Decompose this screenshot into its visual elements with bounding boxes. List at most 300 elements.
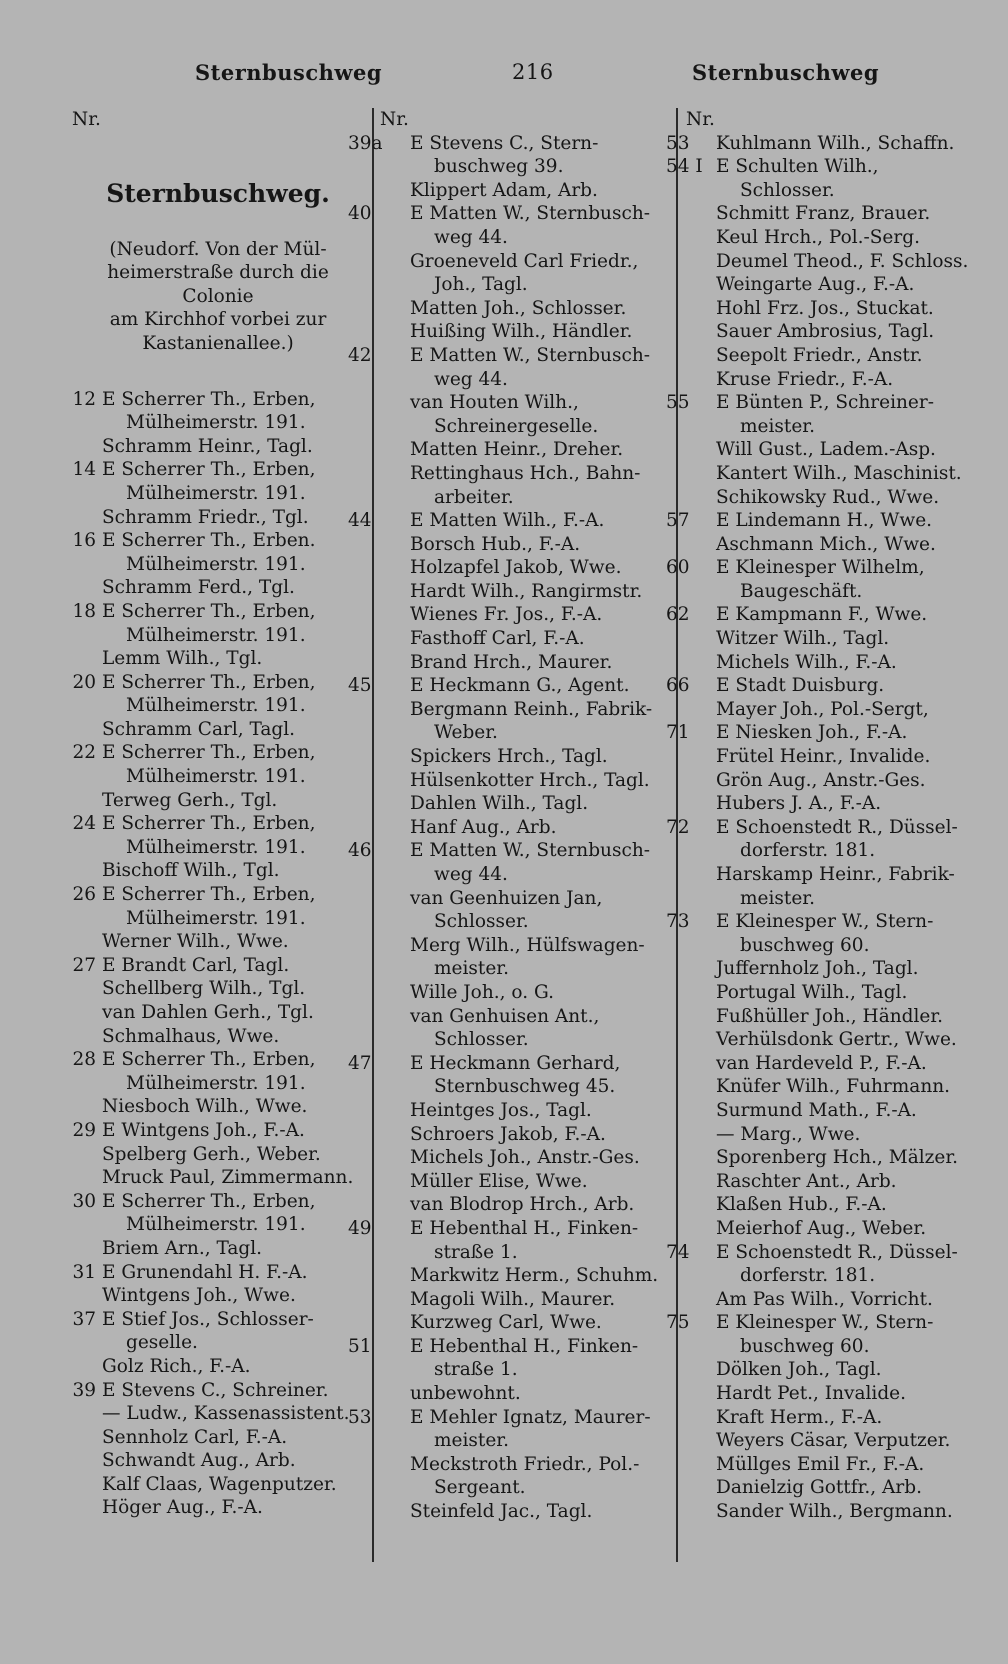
entry-text: Hohl Frz. Jos., Stuckat. <box>716 297 934 319</box>
house-number: 31 <box>72 1261 96 1283</box>
nr-label: Nr. <box>72 109 101 130</box>
list-item <box>72 977 364 1001</box>
entry-text: E Matten W., Sternbusch- <box>410 203 650 225</box>
description-line: (Neudorf. Von der Mül- <box>109 238 327 260</box>
list-item <box>686 368 986 392</box>
entry-text: Sporenberg Hch., Mälzer. <box>716 1147 959 1169</box>
list-item <box>72 624 364 648</box>
entry-text: E Scherrer Th., Erben, <box>102 1049 316 1071</box>
house-number: 40 <box>348 203 372 225</box>
list-item <box>72 435 364 459</box>
entry-text: Mülheimerstr. 191. <box>126 695 306 717</box>
house-number: 12 <box>72 388 96 410</box>
entry-text: Mülheimerstr. 191. <box>126 766 306 788</box>
list-item <box>666 556 986 580</box>
list-item <box>380 887 670 911</box>
entry-text: Harskamp Heinr., Fabrik- <box>716 864 955 885</box>
list-item <box>686 1429 986 1453</box>
list-item <box>686 320 986 344</box>
list-item <box>380 816 670 840</box>
list-item <box>686 1217 986 1241</box>
list-item <box>666 155 986 179</box>
house-number: 72 <box>666 816 690 838</box>
list-item <box>686 887 986 911</box>
entry-text: dorferstr. 181. <box>740 840 876 862</box>
entry-text: meister. <box>740 415 815 437</box>
entry-text: Witzer Wilh., Tagl. <box>716 628 890 650</box>
entry-text: Golz Rich., F.-A. <box>102 1355 251 1377</box>
list-item <box>666 1311 986 1335</box>
house-number: 71 <box>666 722 690 744</box>
list-item <box>686 839 986 863</box>
list-item <box>72 883 364 907</box>
list-item <box>348 1052 670 1076</box>
list-item <box>72 765 364 789</box>
list-item <box>686 1335 986 1359</box>
entry-text: Mülheimerstr. 191. <box>126 907 306 929</box>
entry-text: Fasthoff Carl, F.-A. <box>410 628 585 650</box>
description-line: am Kirchhof vorbei zur <box>109 309 327 331</box>
entry-text: Michels Joh., Anstr.-Ges. <box>410 1147 640 1169</box>
list-item <box>72 1143 364 1167</box>
entry-text: E Heckmann G., Agent. <box>410 675 630 697</box>
house-number: 22 <box>72 742 96 764</box>
house-number: 37 <box>72 1308 96 1330</box>
entry-text: E Scherrer Th., Erben, <box>102 671 316 693</box>
list-item <box>72 907 364 931</box>
list-item <box>686 863 986 887</box>
entry-text: Seepolt Friedr., Anstr. <box>716 344 923 366</box>
list-item <box>666 674 986 698</box>
entry-text: — Ludw., Kassenassistent. <box>102 1403 350 1425</box>
list-item <box>666 1241 986 1265</box>
entry-text: Dölken Joh., Tagl. <box>716 1359 882 1381</box>
entry-text: Mülheimerstr. 191. <box>126 1072 306 1094</box>
list-item <box>686 745 986 769</box>
house-number: 53 <box>348 1406 372 1428</box>
list-item <box>72 1331 364 1355</box>
entry-text: straße 1. <box>434 1359 518 1381</box>
entry-text: Mayer Joh., Pol.-Sergt, <box>716 698 929 720</box>
entry-text: Hardt Pet., Invalide. <box>716 1383 907 1405</box>
entry-text: Verhülsdonk Gertr., Wwe. <box>716 1029 957 1051</box>
house-number: 16 <box>72 530 96 552</box>
list-item <box>666 603 986 627</box>
list-item <box>686 486 986 510</box>
entry-text: Kuhlmann Wilh., Schaffn. <box>716 132 955 154</box>
list-item <box>380 1476 670 1500</box>
entry-text: Will Gust., Ladem.-Asp. <box>716 439 936 461</box>
house-number: 45 <box>348 675 372 697</box>
list-item <box>380 910 670 934</box>
entry-text: Sander Wilh., Bergmann. <box>716 1501 953 1523</box>
list-item <box>72 1496 364 1520</box>
entry-text: Rettinghaus Hch., Bahn- <box>410 462 641 484</box>
list-item <box>380 792 670 816</box>
entry-text: Mülheimerstr. 191. <box>126 412 306 434</box>
list-item <box>348 202 670 226</box>
entry-text: van Geenhuizen Jan, <box>410 887 603 909</box>
entry-text: E Scherrer Th., Erben, <box>102 742 316 764</box>
entry-text: Holzapfel Jakob, Wwe. <box>410 557 622 579</box>
list-item <box>348 839 670 863</box>
house-number: 14 <box>72 459 96 481</box>
entry-list <box>666 132 986 1524</box>
list-item <box>72 647 364 671</box>
list-item <box>686 981 986 1005</box>
entry-text: Schmitt Franz, Brauer. <box>716 203 931 225</box>
list-item <box>380 1358 670 1382</box>
entry-text: E Stadt Duisburg. <box>716 675 885 697</box>
list-item <box>72 1190 364 1214</box>
entry-text: E Hebenthal H., Finken- <box>410 1217 639 1239</box>
entry-text: Kraft Herm., F.-A. <box>716 1406 883 1428</box>
entry-text: van Genhuisen Ant., <box>410 1005 600 1027</box>
list-item <box>666 721 986 745</box>
list-item <box>72 954 364 978</box>
entry-text: E Scherrer Th., Erben, <box>102 884 316 906</box>
list-item <box>380 698 670 722</box>
list-item <box>380 533 670 557</box>
list-item <box>380 391 670 415</box>
entry-text: E Scherrer Th., Erben, <box>102 600 316 622</box>
entry-text: meister. <box>434 958 509 980</box>
house-number: 54 I <box>666 156 703 178</box>
entry-text: Hülsenkotter Hrch., Tagl. <box>410 769 650 791</box>
entry-text: Dahlen Wilh., Tagl. <box>410 793 589 815</box>
list-item <box>686 1028 986 1052</box>
list-item <box>686 1382 986 1406</box>
list-item <box>380 320 670 344</box>
list-item <box>72 1025 364 1049</box>
list-item <box>380 1193 670 1217</box>
entry-text: Schmalhaus, Wwe. <box>102 1025 280 1047</box>
entry-text: Magoli Wilh., Maurer. <box>410 1288 616 1310</box>
entry-text: Danielzig Gottfr., Arb. <box>716 1477 922 1499</box>
house-number: 18 <box>72 600 96 622</box>
entry-text: Schwandt Aug., Arb. <box>102 1450 296 1472</box>
list-item <box>72 1213 364 1237</box>
header-right-title: Sternbuschweg <box>692 60 880 85</box>
entry-text: arbeiter. <box>434 486 514 508</box>
entry-text: Mülheimerstr. 191. <box>126 624 306 646</box>
entry-text: Schlosser. <box>434 1029 529 1051</box>
house-number: 74 <box>666 1241 690 1263</box>
entry-text: Bischoff Wilh., Tgl. <box>102 860 280 882</box>
list-item <box>72 1426 364 1450</box>
list-item <box>686 1264 986 1288</box>
list-item <box>380 556 670 580</box>
list-item <box>686 1005 986 1029</box>
list-item <box>72 694 364 718</box>
entry-text: buschweg 60. <box>740 934 870 956</box>
list-item <box>380 721 670 745</box>
list-item <box>72 930 364 954</box>
nr-label: Nr. <box>686 109 715 130</box>
list-item <box>666 910 986 934</box>
entry-text: E Matten W., Sternbusch- <box>410 344 650 366</box>
list-item <box>666 132 986 156</box>
list-item <box>686 580 986 604</box>
entry-text: Lemm Wilh., Tgl. <box>102 648 263 670</box>
list-item <box>72 576 364 600</box>
list-item <box>380 651 670 675</box>
column-2 <box>348 108 670 1524</box>
entry-text: Steinfeld Jac., Tagl. <box>410 1501 593 1523</box>
street-title: Sternbuschweg. <box>106 178 330 208</box>
entry-text: Juffernholz Joh., Tagl. <box>716 958 919 980</box>
entry-text: weg 44. <box>434 864 508 885</box>
entry-text: Spelberg Gerh., Weber. <box>102 1143 321 1165</box>
list-item <box>348 1335 670 1359</box>
list-item <box>686 1500 986 1524</box>
entry-text: Merg Wilh., Hülfswagen- <box>410 934 645 956</box>
entry-text: Terweg Gerh., Tgl. <box>102 789 278 811</box>
house-number: 39 <box>72 1379 96 1401</box>
list-item <box>380 1453 670 1477</box>
list-item <box>72 482 364 506</box>
list-item <box>380 368 670 392</box>
list-item <box>72 388 364 412</box>
entry-text: E Kleinesper W., Stern- <box>716 1312 934 1334</box>
list-item <box>72 741 364 765</box>
entry-text: Mülheimerstr. 191. <box>126 553 306 575</box>
house-number: 51 <box>348 1335 372 1357</box>
entry-text: Sternbuschweg 45. <box>434 1076 616 1098</box>
entry-text: Schikowsky Rud., Wwe. <box>716 486 940 508</box>
entry-text: Wintgens Joh., Wwe. <box>102 1285 296 1307</box>
entry-text: buschweg 39. <box>434 156 564 178</box>
list-item <box>380 1146 670 1170</box>
entry-text: Portugal Wilh., Tagl. <box>716 981 908 1003</box>
entry-text: Schramm Heinr., Tagl. <box>102 435 313 457</box>
list-item <box>72 1379 364 1403</box>
entry-text: Hanf Aug., Arb. <box>410 816 557 838</box>
entry-text: Knüfer Wilh., Fuhrmann. <box>716 1076 951 1098</box>
list-item <box>72 1261 364 1285</box>
entry-text: Matten Heinr., Dreher. <box>410 439 624 461</box>
list-item <box>686 1170 986 1194</box>
list-item <box>686 344 986 368</box>
entry-text: E Grunendahl H. F.-A. <box>102 1261 308 1283</box>
entry-text: E Hebenthal H., Finken- <box>410 1335 639 1357</box>
list-item <box>686 957 986 981</box>
entry-text: van Hardeveld P., F.-A. <box>716 1052 927 1074</box>
entry-text: Frütel Heinr., Invalide. <box>716 746 931 768</box>
list-item <box>348 344 670 368</box>
list-item <box>348 674 670 698</box>
entry-text: E Matten W., Sternbusch- <box>410 840 650 862</box>
list-item <box>686 1123 986 1147</box>
list-item <box>72 1473 364 1497</box>
entry-text: Schramm Ferd., Tgl. <box>102 577 295 599</box>
list-item <box>686 273 986 297</box>
entry-text: Fußhüller Joh., Händler. <box>716 1005 944 1027</box>
entry-text: E Schoenstedt R., Düssel- <box>716 816 958 838</box>
list-item <box>348 1217 670 1241</box>
list-item <box>380 1264 670 1288</box>
entry-text: E Schoenstedt R., Düssel- <box>716 1241 958 1263</box>
entry-text: Schlosser. <box>740 179 835 201</box>
list-item <box>380 486 670 510</box>
entry-text: E Scherrer Th., Erben, <box>102 813 316 835</box>
entry-text: Wienes Fr. Jos., F.-A. <box>410 604 603 626</box>
entry-text: Grön Aug., Anstr.-Ges. <box>716 769 926 791</box>
entry-text: E Stief Jos., Schlosser- <box>102 1308 314 1330</box>
list-item <box>380 1005 670 1029</box>
house-number: 75 <box>666 1312 690 1334</box>
entry-text: Müllges Emil Fr., F.-A. <box>716 1453 925 1475</box>
house-number: 60 <box>666 557 690 579</box>
list-item <box>380 863 670 887</box>
entry-text: Spickers Hrch., Tagl. <box>410 746 608 768</box>
list-item <box>72 506 364 530</box>
entry-text: Briem Arn., Tagl. <box>102 1237 263 1259</box>
entry-text: Keul Hrch., Pol.-Serg. <box>716 226 920 248</box>
list-item <box>380 981 670 1005</box>
entry-text: E Scherrer Th., Erben, <box>102 459 316 481</box>
house-number: 30 <box>72 1190 96 1212</box>
entry-text: Müller Elise, Wwe. <box>410 1170 588 1192</box>
entry-text: Weber. <box>434 722 498 744</box>
entry-text: Schramm Carl, Tagl. <box>102 718 296 740</box>
list-item <box>380 462 670 486</box>
entry-text: E Heckmann Gerhard, <box>410 1052 621 1074</box>
street-description <box>72 238 364 356</box>
entry-text: Schramm Friedr., Tgl. <box>102 506 309 528</box>
list-item <box>72 1308 364 1332</box>
entry-text: E Matten Wilh., F.-A. <box>410 510 605 532</box>
list-item <box>686 1052 986 1076</box>
list-item <box>72 1284 364 1308</box>
list-item <box>380 1382 670 1406</box>
list-item <box>72 529 364 553</box>
house-number: 49 <box>348 1217 372 1239</box>
entry-list <box>348 132 670 1524</box>
entry-text: Wille Joh., o. G. <box>410 981 554 1003</box>
entry-text: E Stevens C., Schreiner. <box>102 1379 329 1401</box>
entry-text: weg 44. <box>434 226 508 248</box>
entry-text: van Dahlen Gerh., Tgl. <box>102 1002 314 1023</box>
list-item <box>686 1358 986 1382</box>
entry-text: Bergmann Reinh., Fabrik- <box>410 698 653 720</box>
entry-text: Heintges Jos., Tagl. <box>410 1099 592 1121</box>
entry-text: meister. <box>434 1430 509 1452</box>
entry-text: E Scherrer Th., Erben. <box>102 530 316 552</box>
list-item <box>380 745 670 769</box>
entry-text: — Marg., Wwe. <box>716 1123 861 1145</box>
house-number: 42 <box>348 344 372 366</box>
list-item <box>348 1406 670 1430</box>
list-item <box>686 1288 986 1312</box>
list-item <box>72 411 364 435</box>
list-item <box>686 792 986 816</box>
list-item <box>72 671 364 695</box>
entry-text: Matten Joh., Schlosser. <box>410 297 627 319</box>
list-item <box>380 1075 670 1099</box>
entry-text: Kurzweg Carl, Wwe. <box>410 1312 602 1334</box>
entry-text: E Scherrer Th., Erben, <box>102 1190 316 1212</box>
entry-text: straße 1. <box>434 1241 518 1263</box>
list-item <box>686 297 986 321</box>
list-item <box>380 1123 670 1147</box>
column-3 <box>666 108 986 1524</box>
page-number: 216 <box>512 60 554 84</box>
entry-text: Schlosser. <box>434 911 529 933</box>
entry-text: Borsch Hub., F.-A. <box>410 533 581 555</box>
list-item <box>380 934 670 958</box>
entry-text: Mülheimerstr. 191. <box>126 1214 306 1236</box>
entry-text: E Mehler Ignatz, Maurer- <box>410 1406 651 1428</box>
list-item <box>380 297 670 321</box>
list-item <box>686 438 986 462</box>
entry-text: Schreinergeselle. <box>434 415 599 437</box>
list-item <box>380 1429 670 1453</box>
entry-text: Sennholz Carl, F.-A. <box>102 1426 288 1448</box>
list-item <box>380 226 670 250</box>
list-item <box>686 1476 986 1500</box>
list-item <box>380 273 670 297</box>
entry-text: Kruse Friedr., F.-A. <box>716 368 894 390</box>
list-item <box>666 509 986 533</box>
list-item <box>72 836 364 860</box>
description-line: Kastanienallee.) <box>142 332 294 354</box>
list-item <box>380 415 670 439</box>
list-item <box>380 1028 670 1052</box>
list-item <box>686 1406 986 1430</box>
entry-text: E Schulten Wilh., <box>716 156 879 178</box>
house-number: 27 <box>72 954 96 976</box>
entry-text: Schroers Jakob, F.-A. <box>410 1123 606 1145</box>
list-item <box>686 1453 986 1477</box>
entry-text: Baugeschäft. <box>740 580 863 602</box>
entry-text: unbewohnt. <box>410 1383 521 1405</box>
entry-text: Surmund Math., F.-A. <box>716 1099 917 1121</box>
list-item <box>380 1170 670 1194</box>
entry-text: Am Pas Wilh., Vorricht. <box>716 1288 933 1310</box>
entry-text: E Bünten P., Schreiner- <box>716 392 934 414</box>
list-item <box>686 698 986 722</box>
list-item <box>686 1075 986 1099</box>
house-number: 46 <box>348 840 372 862</box>
entry-text: Hubers J. A., F.-A. <box>716 793 882 815</box>
entry-text: Höger Aug., F.-A. <box>102 1497 263 1519</box>
list-item <box>666 816 986 840</box>
list-item <box>686 226 986 250</box>
entry-text: van Blodrop Hrch., Arb. <box>410 1194 635 1216</box>
entry-text: Michels Wilh., F.-A. <box>716 651 897 673</box>
list-item <box>72 789 364 813</box>
entry-text: E Kleinesper Wilhelm, <box>716 557 925 579</box>
house-number: 20 <box>72 671 96 693</box>
nr-label: Nr. <box>380 109 409 130</box>
entry-text: Weyers Cäsar, Verputzer. <box>716 1430 951 1452</box>
entry-text: meister. <box>740 887 815 909</box>
entry-text: E Kleinesper W., Stern- <box>716 911 934 933</box>
list-item <box>380 1500 670 1524</box>
list-item <box>686 769 986 793</box>
entry-text: E Niesken Joh., F.-A. <box>716 722 908 744</box>
entry-text: Werner Wilh., Wwe. <box>102 931 289 953</box>
list-item <box>686 651 986 675</box>
list-item <box>380 627 670 651</box>
list-item <box>380 603 670 627</box>
list-item <box>348 132 670 156</box>
list-item <box>380 1241 670 1265</box>
list-item <box>380 1099 670 1123</box>
list-item <box>686 415 986 439</box>
entry-text: Markwitz Herm., Schuhm. <box>410 1265 659 1287</box>
